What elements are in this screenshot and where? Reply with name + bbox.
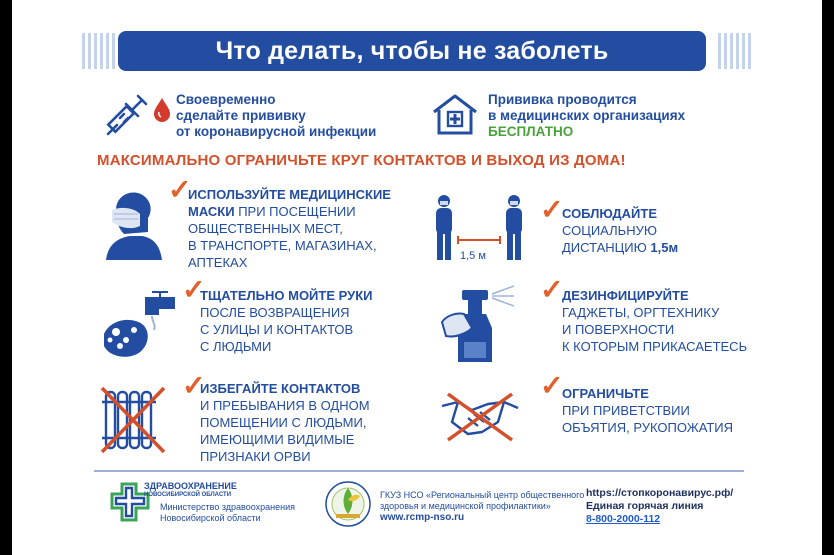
clinic-free-label: БЕСПЛАТНО — [488, 124, 574, 139]
masks-heading: ИСПОЛЬЗУЙТЕ МЕДИЦИНСКИЕ — [188, 187, 391, 202]
center-logo-icon — [324, 480, 372, 528]
center-line-1: ГКУЗ НСО «Региональный центр общественного — [380, 490, 585, 500]
ministry-text — [160, 502, 295, 524]
health-logo-subtitle: НОВОСИБИРСКОЙ ОБЛАСТИ — [144, 492, 231, 498]
ministry-line-1: Министерство здравоохранения — [160, 502, 295, 512]
site-link[interactable]: https://стопкоронавирус.рф/ — [586, 487, 734, 499]
avoid-body-2: ПОМЕЩЕНИИ С ЛЮДЬМИ, — [200, 415, 367, 430]
checkmark-icon: ✓ — [540, 370, 564, 401]
title-stripes-left — [82, 33, 116, 69]
center-text — [380, 490, 584, 524]
avoid-item — [200, 380, 370, 465]
slogan: МАКСИМАЛЬНО ОГРАНИЧЬТЕ КРУГ КОНТАКТОВ И ВЫХОД ИЗ ДОМА! — [97, 152, 626, 169]
handshake-crossed-icon — [438, 392, 522, 442]
page-title: Что делать, чтобы не заболеть — [215, 37, 609, 65]
masks-heading-2: МАСКИ — [188, 204, 235, 219]
distance-value: 1,5м — [650, 240, 679, 255]
limit-body-1: ПРИ ПРИВЕТСТВИИ — [562, 403, 690, 418]
distance-label: 1,5 м — [460, 250, 486, 262]
limit-item — [562, 385, 733, 436]
disinfect-item — [562, 287, 747, 355]
hospital-icon — [430, 92, 480, 136]
ministry-line-2: Новосибирской области — [160, 513, 261, 523]
title-stripes-right — [718, 33, 752, 69]
masks-body-2: ОБЩЕСТВЕННЫХ МЕСТ, — [188, 221, 343, 236]
avoid-body-1: И ПРЕБЫВАНИЯ В ОДНОМ — [200, 398, 370, 413]
masks-body-1: ПРИ ПОСЕЩЕНИИ — [238, 204, 356, 219]
hands-body-3: С ЛЮДЬМИ — [200, 339, 272, 354]
checkmark-icon: ✓ — [182, 370, 206, 401]
blood-drop-icon — [152, 96, 172, 122]
checkmark-icon: ✓ — [182, 274, 206, 305]
avoid-body-4: ПРИЗНАКИ ОРВИ — [200, 449, 311, 464]
hands-item — [200, 287, 373, 355]
vaccine-line-2: сделайте прививку — [176, 108, 306, 123]
poster — [12, 0, 822, 555]
health-logo-title: ЗДРАВООХРАНЕНИЕ — [144, 481, 237, 491]
center-line-2: здоровья и медицинской профилактики» — [380, 501, 551, 511]
radiator-crossed-icon — [98, 382, 168, 454]
center-site-link[interactable]: www.rcmp-nso.ru — [380, 512, 465, 523]
checkmark-icon: ✓ — [168, 174, 192, 205]
hotline-block — [586, 487, 733, 525]
phone-link[interactable]: 8-800-2000-112 — [586, 513, 661, 525]
vaccine-text — [176, 92, 376, 140]
avoid-body-3: ИМЕЮЩИМИ ВИДИМЫЕ — [200, 432, 355, 447]
clinic-line-2: в медицинских организациях — [488, 108, 686, 123]
limit-heading: ОГРАНИЧЬТЕ — [562, 386, 649, 401]
hotline-label: Единая горячая линия — [586, 500, 704, 512]
checkmark-icon: ✓ — [540, 274, 564, 305]
hands-body-2: С УЛИЦЫ И КОНТАКТОВ — [200, 322, 354, 337]
clinic-line-1: Прививка проводится — [488, 92, 637, 107]
distance-body-2: ДИСТАНЦИЮ — [562, 240, 647, 255]
avoid-heading: ИЗБЕГАЙТЕ КОНТАКТОВ — [200, 381, 361, 396]
distance-body-1: СОЦИАЛЬНУЮ — [562, 223, 657, 238]
disinfect-heading: ДЕЗИНФИЦИРУЙТЕ — [562, 288, 689, 303]
hands-heading: ТЩАТЕЛЬНО МОЙТЕ РУКИ — [200, 288, 373, 303]
vaccine-line-1: Своевременно — [176, 92, 276, 107]
distance-item — [562, 205, 678, 256]
footer-divider — [94, 470, 744, 472]
person-mask-icon — [102, 186, 164, 260]
vaccine-line-3: от коронавирусной инфекции — [176, 124, 377, 139]
masks-body-4: АПТЕКАХ — [188, 255, 248, 270]
disinfect-body-1: ГАДЖЕТЫ, ОРГТЕХНИКУ — [562, 305, 720, 320]
checkmark-icon: ✓ — [540, 194, 564, 225]
limit-body-2: ОБЪЯТИЯ, РУКОПОЖАТИЯ — [562, 420, 734, 435]
hands-body-1: ПОСЛЕ ВОЗВРАЩЕНИЯ — [200, 305, 350, 320]
clinic-text — [488, 92, 685, 140]
health-logo-text — [144, 481, 237, 499]
distance-heading: СОБЛЮДАЙТЕ — [562, 206, 658, 221]
spray-bottle-icon — [432, 282, 516, 368]
handwash-icon — [96, 282, 180, 362]
title-banner — [118, 31, 706, 71]
masks-body-3: В ТРАНСПОРТЕ, МАГАЗИНАХ, — [188, 238, 377, 253]
disinfect-body-2: И ПОВЕРХНОСТИ — [562, 322, 675, 337]
masks-item — [188, 186, 391, 271]
disinfect-body-3: К КОТОРЫМ ПРИКАСАЕТЕСЬ — [562, 339, 748, 354]
